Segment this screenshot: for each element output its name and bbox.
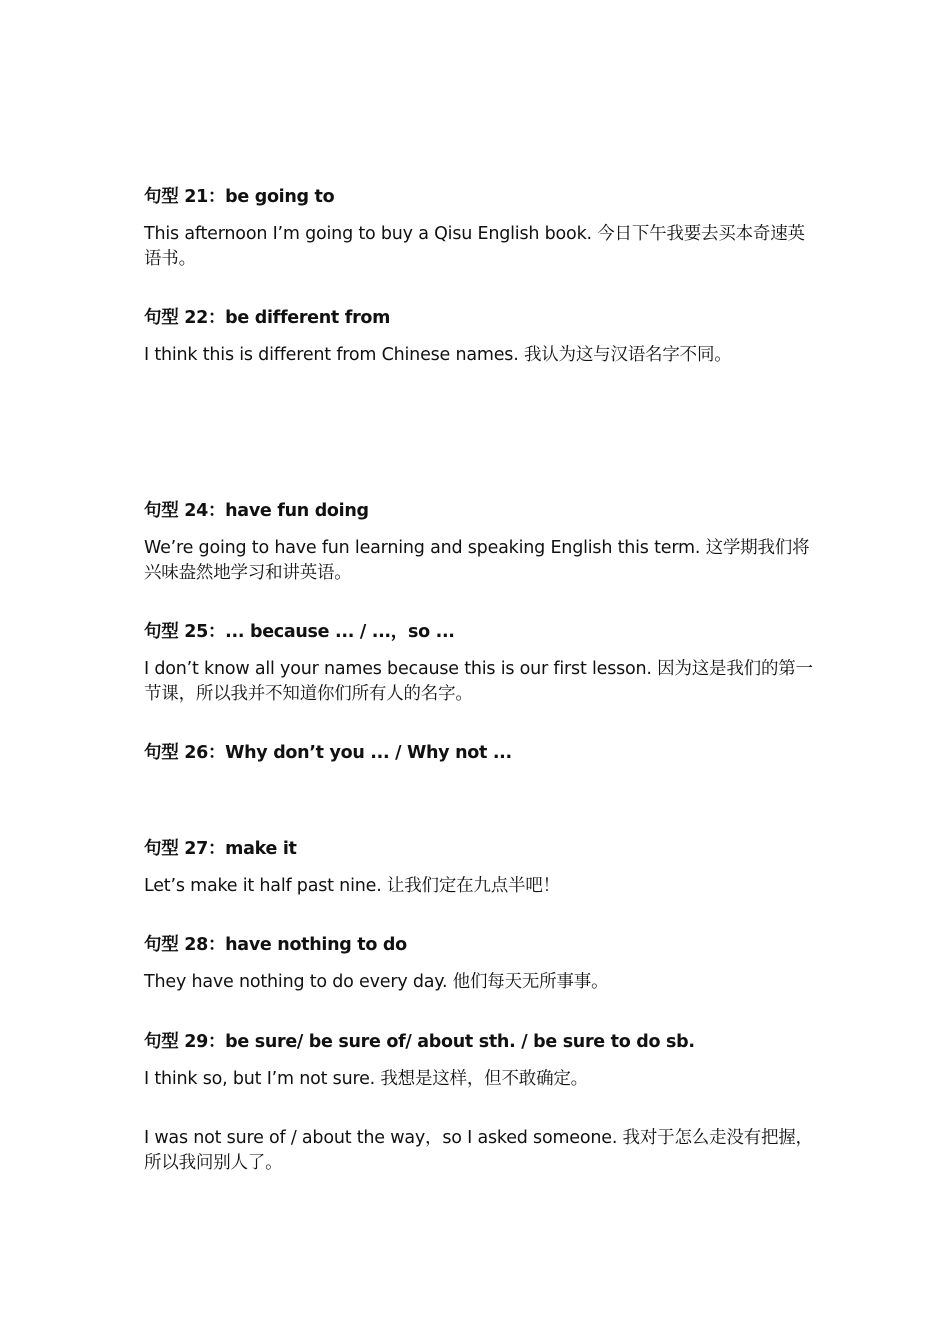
section-heading-25: 句型 25：... because ... / ...，so ... — [144, 622, 455, 642]
section-heading-28: 句型 28：have nothing to do — [144, 935, 407, 955]
example-sentence-24: We’re going to have fun learning and speaking English this term. 这学期我们将兴味盎然地学习和讲英语。 — [144, 538, 810, 583]
example-sentence-22: I think this is different from Chinese names. 我认为这与汉语名字不同。 — [144, 345, 732, 365]
section-heading-22: 句型 22：be different from — [144, 308, 391, 328]
section-heading-29: 句型 29：be sure/ be sure of/ about sth. / be sure to do sb. — [144, 1032, 695, 1052]
section-heading-21: 句型 21：be going to — [144, 187, 335, 207]
example-sentence-29a: I think so, but I’m not sure. 我想是这样，但不敢确定。 — [144, 1069, 588, 1089]
section-heading-27: 句型 27：make it — [144, 839, 297, 859]
section-heading-24: 句型 24：have fun doing — [144, 501, 369, 521]
example-sentence-21: This afternoon I’m going to buy a Qisu English book. 今日下午我要去买本奇速英语书。 — [144, 224, 805, 269]
example-sentence-29b: I was not sure of / about the way，so I asked someone. 我对于怎么走没有把握，所以我问别人了。 — [144, 1128, 813, 1173]
section-heading-26: 句型 26：Why don’t you ... / Why not ... — [144, 743, 512, 763]
example-sentence-28: They have nothing to do every day. 他们每天无所事事。 — [144, 972, 609, 992]
example-sentence-25: I don’t know all your names because this is our first lesson. 因为这是我们的第一节课，所以我并不知道你们所有人的名字。 — [144, 659, 813, 704]
example-sentence-27: Let’s make it half past nine. 让我们定在九点半吧！ — [144, 876, 560, 896]
